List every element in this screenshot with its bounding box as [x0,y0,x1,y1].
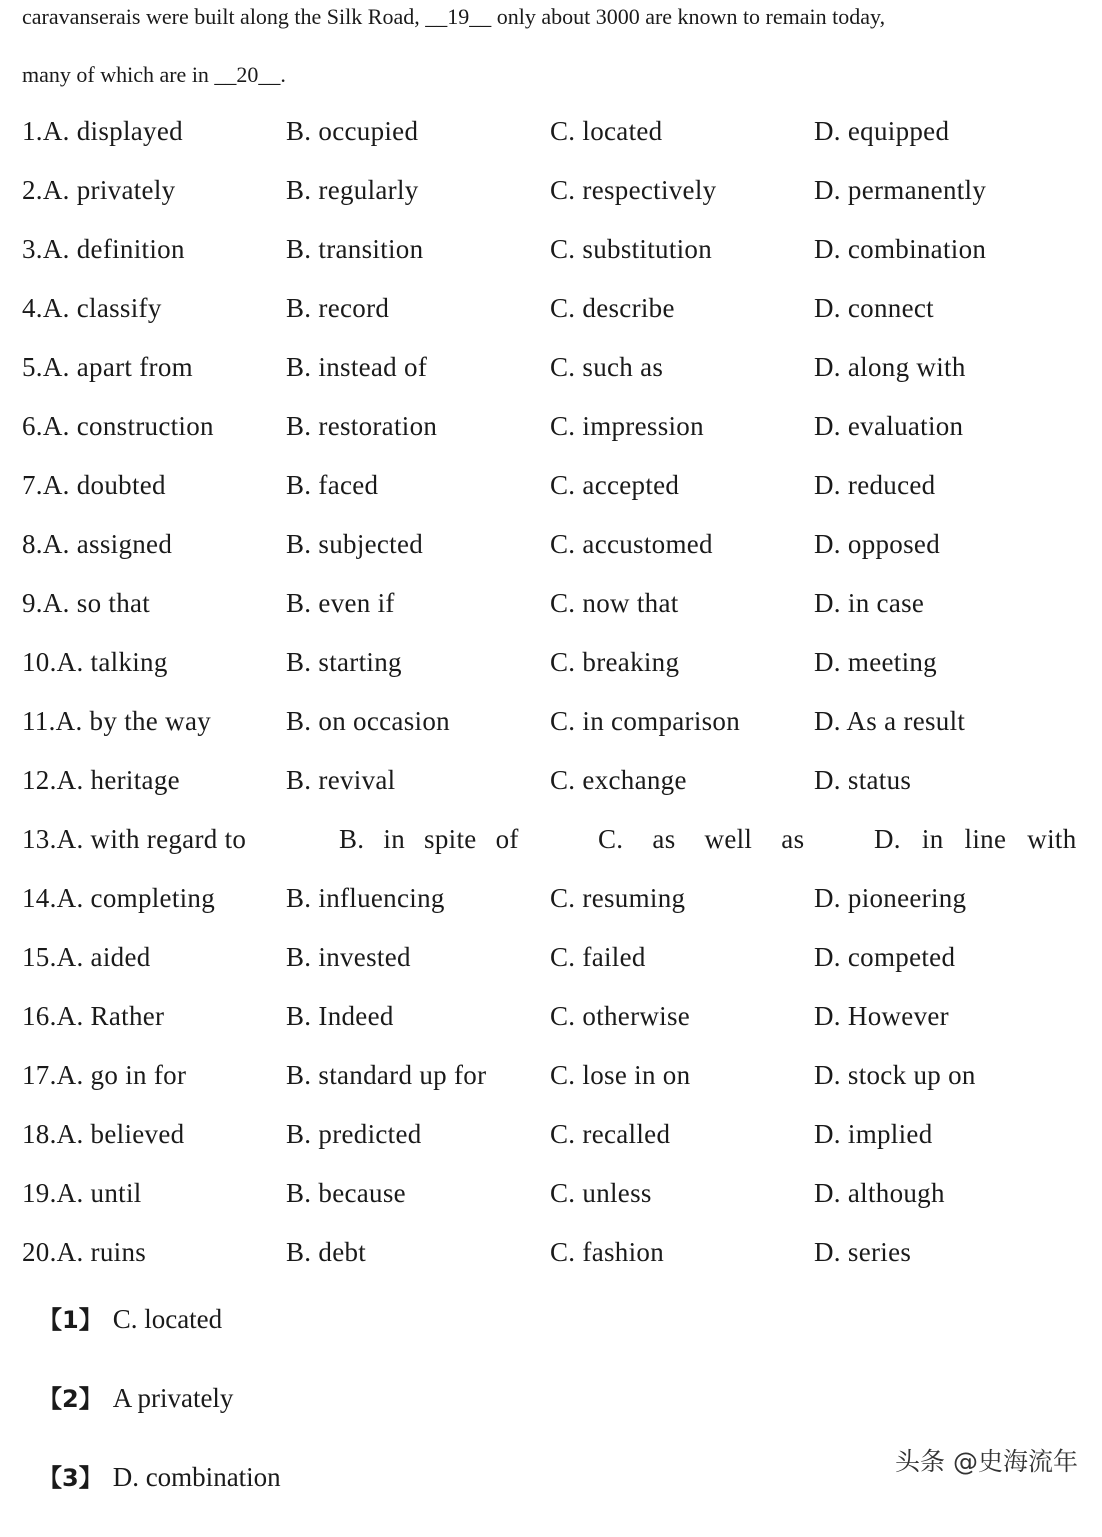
option-text: C. accustomed [550,529,713,559]
option-text: D. series [814,1237,912,1267]
option-text: B. because [286,1178,406,1208]
option-a [22,647,168,678]
option-text: B. restoration [286,411,438,441]
option-d [814,706,965,737]
option-c [550,765,687,796]
option-b [286,883,445,914]
option-a [22,883,215,914]
option-d [814,588,924,619]
option-d [814,116,949,147]
option-a [22,1178,142,1209]
option-c [550,352,663,383]
answer-text: C. located [112,1304,223,1334]
option-text: B. regularly [286,175,419,205]
option-text: B. revival [286,765,396,795]
question-number: 4. [22,293,43,323]
question-row [22,352,1092,411]
option-text: B. in spite of [339,824,519,854]
question-row [22,942,1092,1001]
option-text: C. otherwise [550,1001,691,1031]
option-a [22,588,150,619]
option-a [22,765,180,796]
option-a [22,293,162,324]
option-a [22,411,214,442]
question-number: 16. [22,1001,57,1031]
question-number: 20. [22,1237,57,1267]
options-list [22,116,1092,1296]
option-text: A. definition [42,234,185,264]
option-text: B. standard up for [286,1060,487,1090]
option-c [550,1001,690,1032]
answer-label: 【2】 [38,1385,103,1413]
question-row [22,647,1092,706]
option-text: D. stock up on [814,1060,976,1090]
option-text: B. record [286,293,390,323]
question-number: 5. [22,352,43,382]
option-b [286,234,423,265]
option-text: A. talking [56,647,168,677]
option-d [814,883,966,914]
question-row [22,824,1092,883]
option-b [286,942,411,973]
option-text: B. even if [286,588,395,618]
option-b [286,352,427,383]
option-b [286,411,437,442]
option-a [22,1001,164,1032]
question-number: 19. [22,1178,57,1208]
question-row [22,234,1092,293]
option-text: A. classify [42,293,162,323]
answer-item [38,1300,281,1379]
option-text: B. faced [286,470,379,500]
option-c [550,647,679,678]
question-row [22,116,1092,175]
option-text: A. privately [42,175,176,205]
option-text: D. opposed [814,529,940,559]
watermark: 头条 @史海流年 [895,1447,1078,1476]
option-text: A. Rather [56,1001,165,1031]
option-text: D. in case [814,588,925,618]
option-text: C. exchange [550,765,687,795]
question-number: 9. [22,588,43,618]
question-row [22,175,1092,234]
option-text: B. on occasion [286,706,450,736]
question-number: 1. [22,116,43,146]
option-d [814,175,986,206]
option-text: A. so that [42,588,151,618]
option-d [814,1178,945,1209]
option-c [550,529,713,560]
option-c [550,883,685,914]
question-number: 11. [22,706,56,736]
option-a [22,175,175,206]
question-row [22,706,1092,765]
option-text: C. as well as [598,824,805,854]
option-text: C. breaking [550,647,680,677]
option-b [286,1119,422,1150]
option-text: B. predicted [286,1119,422,1149]
option-a [22,529,172,560]
option-d [814,234,986,265]
question-number: 13. [22,824,57,854]
option-b [286,588,395,619]
question-number: 2. [22,175,43,205]
question-number: 15. [22,942,57,972]
option-d [814,352,966,383]
option-c [550,175,716,206]
passage-line-2: many of which are in __20__. [22,62,286,87]
option-text: A. construction [42,411,214,441]
question-row [22,529,1092,588]
option-text: D. although [814,1178,945,1208]
question-number: 8. [22,529,43,559]
option-text: A. believed [56,1119,185,1149]
option-b [286,1060,486,1091]
option-text: A. with regard to [56,824,247,854]
option-text: C. resuming [550,883,686,913]
option-text: B. influencing [286,883,445,913]
option-a [22,942,151,973]
option-d [814,765,911,796]
option-text: C. such as [550,352,664,382]
option-c [550,116,662,147]
option-text: B. occupied [286,116,419,146]
option-text: C. describe [550,293,675,323]
question-row [22,1237,1092,1296]
option-d [814,293,934,324]
question-number: 10. [22,647,57,677]
option-b [286,1001,394,1032]
option-text: A. by the way [55,706,212,736]
option-b [339,824,519,855]
option-text: C. lose in on [550,1060,691,1090]
option-text: C. respectively [550,175,717,205]
option-c [550,234,712,265]
option-text: C. fashion [550,1237,664,1267]
option-d [814,529,940,560]
option-a [22,234,185,265]
option-text: B. Indeed [286,1001,394,1031]
option-text: D. pioneering [814,883,967,913]
option-a [22,470,166,501]
option-text: C. in comparison [550,706,741,736]
question-number: 6. [22,411,43,441]
option-b [286,116,418,147]
answer-key [38,1300,281,1537]
option-a [22,1119,184,1150]
option-text: C. recalled [550,1119,671,1149]
option-text: A. completing [56,883,216,913]
option-text: D. along with [814,352,966,382]
question-row [22,470,1092,529]
option-a [22,1237,146,1268]
option-d [814,1119,933,1150]
option-d [814,942,955,973]
option-text: D. As a result [814,706,966,736]
option-d [874,824,1077,855]
option-c [550,293,675,324]
option-c [550,588,679,619]
option-d [814,1001,949,1032]
question-number: 7. [22,470,43,500]
option-a [22,706,211,737]
question-row [22,1001,1092,1060]
option-c [550,1178,652,1209]
question-number: 3. [22,234,43,264]
option-text: A. go in for [56,1060,187,1090]
option-text: D. evaluation [814,411,964,441]
question-row [22,765,1092,824]
question-row [22,1178,1092,1237]
question-row [22,1119,1092,1178]
option-c [550,706,740,737]
option-b [286,765,395,796]
option-d [814,1060,976,1091]
option-text: B. instead of [286,352,428,382]
option-b [286,647,402,678]
option-text: B. debt [286,1237,367,1267]
question-row [22,293,1092,352]
option-b [286,1178,406,1209]
question-number: 14. [22,883,57,913]
option-c [550,1119,670,1150]
answer-item [38,1458,281,1537]
option-text: B. starting [286,647,402,677]
answer-label: 【1】 [38,1306,103,1334]
answer-text: A privately [112,1383,234,1413]
answer-text: D. combination [112,1462,281,1492]
option-c [550,1237,664,1268]
option-c [550,1060,690,1091]
option-text: A. until [56,1178,142,1208]
option-text: A. aided [56,942,151,972]
option-text: B. subjected [286,529,424,559]
option-d [814,470,935,501]
option-d [814,647,937,678]
answer-item [38,1379,281,1458]
option-a [22,352,193,383]
question-row [22,1060,1092,1119]
option-b [286,175,419,206]
option-text: D. connect [814,293,934,323]
option-text: A. assigned [42,529,173,559]
option-text: D. equipped [814,116,950,146]
passage-line-1: caravanserais were built along the Silk Road, __19__ only about 3000 are known to remain today, [22,4,886,29]
option-text: A. apart from [42,352,193,382]
option-a [22,1060,186,1091]
option-text: D. However [814,1001,949,1031]
option-text: B. invested [286,942,411,972]
option-text: D. meeting [814,647,937,677]
question-row [22,411,1092,470]
option-text: C. failed [550,942,646,972]
option-text: C. accepted [550,470,680,500]
question-number: 12. [22,765,57,795]
option-text: A. heritage [56,765,180,795]
option-text: D. competed [814,942,956,972]
question-row [22,588,1092,647]
option-text: D. permanently [814,175,987,205]
option-a [22,824,246,855]
question-number: 17. [22,1060,57,1090]
option-text: C. located [550,116,663,146]
option-text: A. ruins [56,1237,147,1267]
option-c [550,411,704,442]
option-text: C. now that [550,588,679,618]
option-text: C. unless [550,1178,652,1208]
option-a [22,116,183,147]
option-d [814,1237,911,1268]
option-b [286,529,423,560]
option-text: C. substitution [550,234,713,264]
option-b [286,293,389,324]
question-number: 18. [22,1119,57,1149]
option-text: D. implied [814,1119,933,1149]
option-text: B. transition [286,234,424,264]
option-b [286,706,450,737]
option-b [286,1237,366,1268]
option-text: C. impression [550,411,704,441]
question-row [22,883,1092,942]
option-text: D. combination [814,234,987,264]
option-c [550,470,679,501]
option-text: D. reduced [814,470,936,500]
option-c [550,942,646,973]
option-c [598,824,804,855]
answer-label: 【3】 [38,1464,103,1492]
option-text: D. status [814,765,912,795]
option-text: A. doubted [42,470,166,500]
option-d [814,411,963,442]
option-text: D. in line with [874,824,1077,854]
option-text: A. displayed [42,116,183,146]
option-b [286,470,378,501]
